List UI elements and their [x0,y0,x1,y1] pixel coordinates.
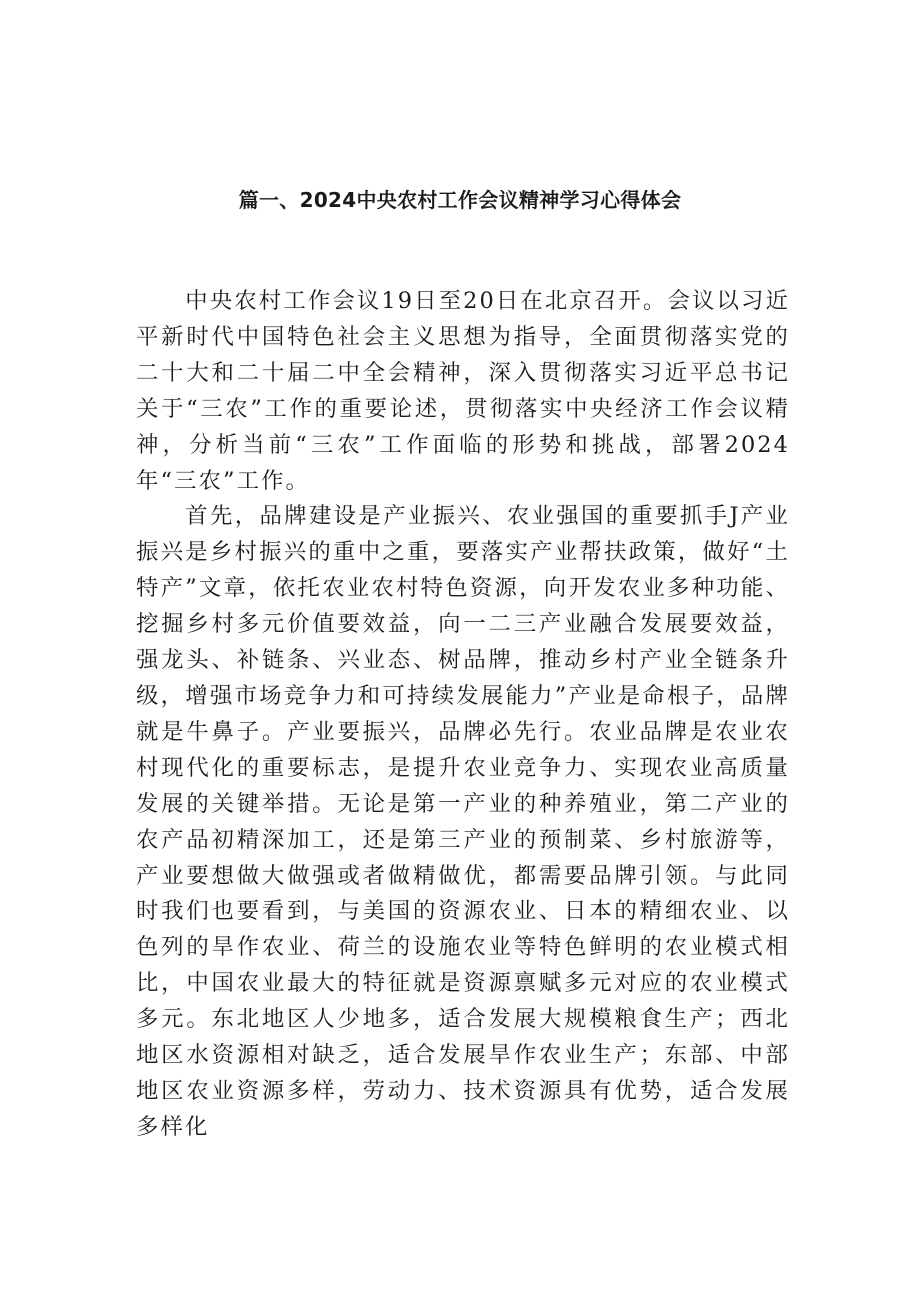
document-body [136,284,790,1146]
document-title: 篇一、2024中央农村工作会议精神学习心得体会 [238,188,682,212]
paragraph-2: 首先，品牌建设是产业振兴、农业强国的重要抓手J产业振兴是乡村振兴的重中之重，要落实产业帮扶政策，做好“土特产”文章，依托农业农村特色资源，向开发农业多种功能、挖掘乡村多元价值要效益，向一二三产业融合发展要效益，强龙头、补链条、兴业态、树品牌，推动乡村产业全链条升级，增强市场竞争力和可持续发展能力”产业是命根子，品牌就是牛鼻子。产业要振兴，品牌必先行。农业品牌是农业农村现代化的重要标志，是提升农业竞争力、实现农业高质量发展的关键举措。无论是第一产业的种养殖业，第二产业的农产品初精深加工，还是第三产业的预制菜、乡村旅游等，产业要想做大做强或者做精做优，都需要品牌引领。与此同时我们也要看到，与美国的资源农业、日本的精细农业、以色列的旱作农业、荷兰的设施农业等特色鲜明的农业模式相比，中国农业最大的特征就是资源禀赋多元对应的农业模式多元。东北地区人少地多，适合发展大规模粮食生产；西北地区水资源相对缺乏，适合发展旱作农业生产；东部、中部地区农业资源多样，劳动力、技术资源具有优势，适合发展多样化 [136,503,790,1140]
paragraph-1: 中央农村工作会议19日至20日在北京召开。会议以习近平新时代中国特色社会主义思想为指导，全面贯彻落实党的二十大和二十届二中全会精神，深入贯彻落实习近平总书记关于“三农”工作的重要论述，贯彻落实中央经济工作会议精神，分析当前“三农”工作面临的形势和挑战，部署2024年“三农”工作。 [136,288,790,494]
